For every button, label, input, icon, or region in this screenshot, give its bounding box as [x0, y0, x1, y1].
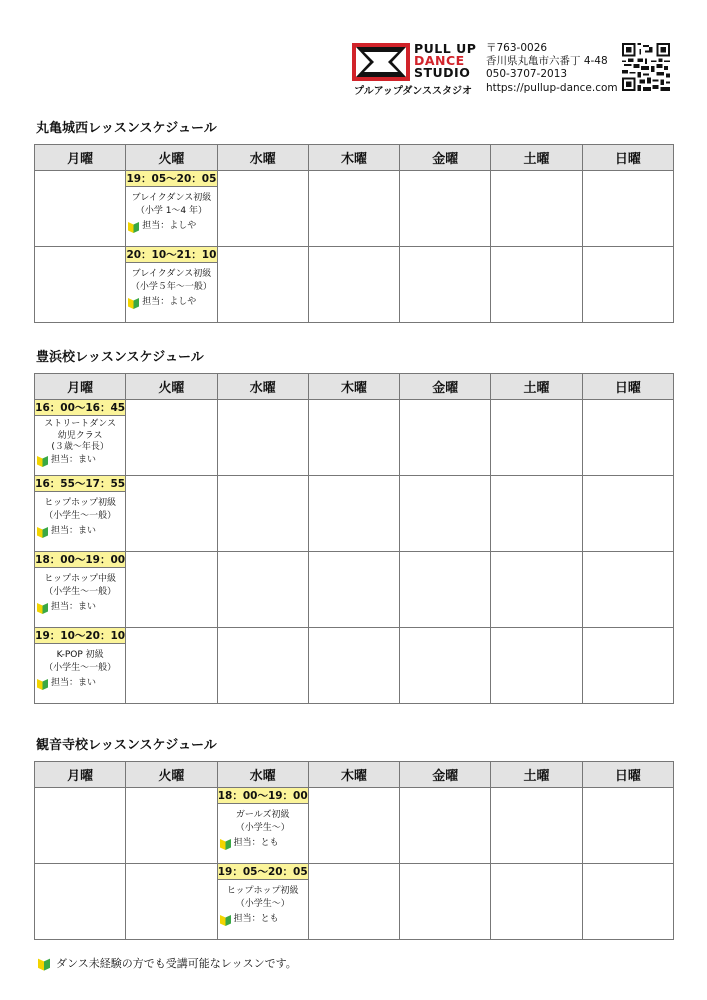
teacher-name: 担当：とも	[233, 838, 279, 848]
day-header-tue: 火曜	[126, 145, 217, 171]
website-link[interactable]: https://pullup-dance.com	[486, 81, 618, 94]
section-title-kanonji: 観音寺校レッスンスケジュール	[36, 738, 217, 753]
logo-kana: プルアップダンススタジオ	[354, 86, 472, 97]
footnote-text: ダンス未経験の方でも受講可能なレッスンです。	[56, 957, 297, 970]
class-target: （小学生〜）	[235, 823, 290, 833]
class-name: ブレイクダンス初級	[131, 269, 212, 279]
class-time: 19：05〜20：05	[217, 866, 308, 878]
day-header-wed: 水曜	[217, 762, 308, 788]
section-title-marugame: 丸亀城西レッスンスケジュール	[36, 121, 217, 136]
day-header-tue: 火曜	[126, 374, 217, 400]
day-header-wed: 水曜	[217, 145, 308, 171]
class-target: （小学５年〜一般）	[130, 282, 212, 292]
class-teacher	[218, 913, 308, 926]
day-header-thu: 木曜	[308, 145, 399, 171]
beginner-mark-icon	[37, 525, 48, 538]
day-header-tue: 火曜	[126, 762, 217, 788]
beginner-mark-icon	[37, 454, 48, 467]
class-target: （小学生〜一般）	[44, 511, 117, 521]
day-header-fri: 金曜	[400, 762, 491, 788]
class-time: 20：10〜21：10	[126, 249, 217, 261]
table-row	[35, 476, 674, 552]
class-time: 18：00〜19：00	[217, 790, 308, 802]
beginner-mark-icon	[38, 956, 50, 971]
day-header-mon: 月曜	[35, 145, 126, 171]
class-time: 19：05〜20：05	[126, 173, 217, 185]
class-name: ヒップホップ初級	[44, 498, 116, 508]
beginner-mark-icon	[220, 913, 231, 926]
day-header-sat: 土曜	[491, 145, 582, 171]
day-header-sat: 土曜	[491, 762, 582, 788]
day-header-fri: 金曜	[400, 145, 491, 171]
beginner-mark-icon	[220, 837, 231, 850]
class-target: （小学生〜一般）	[44, 587, 117, 597]
table-row	[35, 552, 674, 628]
day-header-sat: 土曜	[491, 374, 582, 400]
class-teacher	[126, 220, 216, 233]
schedule-table-toyohama	[34, 373, 674, 704]
address: 香川県丸亀市六番丁 4-48	[486, 55, 608, 68]
class-teacher	[126, 296, 216, 309]
teacher-name: 担当：まい	[51, 454, 97, 465]
class-teacher	[35, 601, 125, 614]
class-time: 16：55〜17：55	[35, 478, 126, 490]
class-name: ブレイクダンス初級	[131, 193, 212, 203]
day-header-wed: 水曜	[217, 374, 308, 400]
class-name: K-POP 初級	[56, 650, 104, 660]
table-row	[35, 400, 674, 476]
phone-number[interactable]: 050-3707-2013	[486, 68, 568, 81]
class-teacher	[35, 454, 125, 467]
class-cell	[35, 552, 126, 628]
table-row	[35, 628, 674, 704]
beginner-mark-icon	[128, 296, 139, 309]
teacher-name: 担当：よしや	[142, 297, 197, 307]
table-row	[35, 864, 674, 940]
class-teacher	[218, 837, 308, 850]
studio-logo	[352, 41, 482, 97]
class-target: （小学生〜一般）	[44, 663, 117, 673]
logo-line-3: STUDIO	[414, 65, 471, 80]
table-row	[35, 247, 674, 323]
schedule-table-marugame	[34, 144, 674, 323]
class-name: ガールズ初級	[235, 810, 290, 820]
class-cell	[35, 628, 126, 704]
logo-line-2: DANCE	[414, 53, 465, 68]
day-header-mon: 月曜	[35, 762, 126, 788]
class-target: （小学生〜）	[235, 899, 290, 909]
qr-code-icon[interactable]	[622, 43, 670, 91]
teacher-name: 担当：まい	[51, 526, 97, 536]
beginner-mark-icon	[128, 220, 139, 233]
class-teacher	[35, 677, 125, 690]
logo-wordmark	[414, 43, 484, 79]
teacher-name: 担当：まい	[51, 602, 97, 612]
teacher-name: 担当：まい	[51, 678, 97, 688]
table-row	[35, 171, 674, 247]
teacher-name: 担当：とも	[233, 914, 279, 924]
beginner-mark-icon	[37, 677, 48, 690]
logo-line-1: PULL UP	[414, 41, 477, 56]
class-time: 19：10〜20：10	[35, 630, 126, 642]
day-header-thu: 木曜	[308, 762, 399, 788]
class-cell	[35, 476, 126, 552]
class-cell	[217, 864, 308, 940]
studio-header	[352, 40, 672, 96]
class-time: 16：00〜16：45	[35, 402, 126, 414]
day-header-fri: 金曜	[400, 374, 491, 400]
section-title-toyohama: 豊浜校レッスンスケジュール	[36, 350, 204, 365]
day-header-sun: 日曜	[582, 374, 673, 400]
class-target: (３歳〜年長）	[51, 442, 109, 452]
day-header-sun: 日曜	[582, 145, 673, 171]
schedule-table-kanonji	[34, 761, 674, 940]
pullup-logo-icon	[352, 43, 410, 81]
postal-code: 〒763-0026	[486, 42, 548, 54]
day-header-sun: 日曜	[582, 762, 673, 788]
beginner-mark-icon	[37, 601, 48, 614]
day-header-thu: 木曜	[308, 374, 399, 400]
class-cell	[126, 171, 217, 247]
class-teacher	[35, 525, 125, 538]
contact-info	[486, 42, 618, 95]
class-time: 18：00〜19：00	[35, 554, 126, 566]
day-header-mon: 月曜	[35, 374, 126, 400]
class-cell	[126, 247, 217, 323]
class-cell	[217, 788, 308, 864]
table-row	[35, 788, 674, 864]
class-name-2: 幼児クラス	[57, 430, 103, 441]
footnote	[38, 955, 297, 971]
teacher-name: 担当：よしや	[142, 221, 197, 231]
class-name: ヒップホップ初級	[226, 886, 299, 896]
class-cell	[35, 400, 126, 476]
class-name: ストリートダンス	[44, 419, 117, 429]
class-name: ヒップホップ中級	[44, 574, 116, 584]
class-target: （小学 1〜4 年）	[135, 206, 208, 216]
